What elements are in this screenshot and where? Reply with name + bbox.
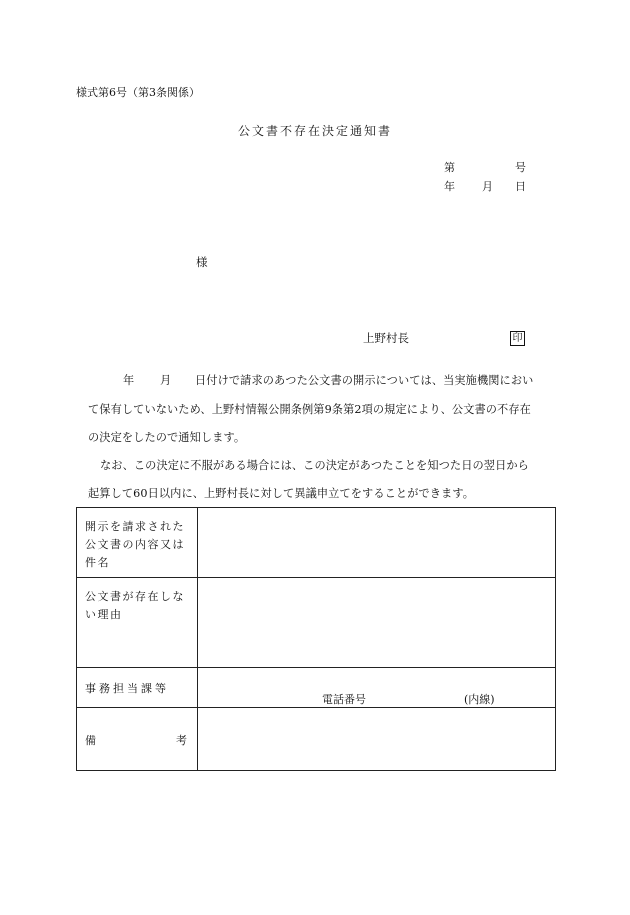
date-month: 月 [482, 180, 493, 193]
document-title: 公文書不存在決定通知書 [237, 124, 392, 138]
remarks-char-2: 考 [176, 734, 187, 747]
table-row [77, 578, 556, 668]
extension-label: (内線) [464, 693, 495, 706]
info-table [76, 507, 556, 771]
table-row [77, 708, 556, 771]
office-in-charge-label [77, 668, 198, 708]
date-year: 年 [444, 180, 455, 193]
body-year: 年 [123, 374, 135, 387]
remarks-value[interactable] [198, 708, 556, 771]
requested-document-value[interactable] [198, 508, 556, 578]
body-line-2: て保有していないため、上野村情報公開条例第9条第2項の規定により、公文書の不存在 [88, 403, 531, 416]
table-row [77, 508, 556, 578]
body-line-5: 起算して60日以内に、上野村長に対して異議申立てをすることができます。 [88, 487, 475, 500]
office-in-charge-text: 事務担当課等 [85, 682, 169, 695]
ref-dai: 第 [444, 161, 455, 174]
date-day: 日 [515, 180, 526, 193]
office-in-charge-value[interactable] [198, 668, 556, 708]
body-line-4: なお、この決定に不服がある場合には、この決定があつたことを知つた日の翌日から [100, 459, 529, 472]
phone-number-label: 電話番号 [322, 693, 366, 706]
form-number: 様式第6号（第3条関係） [76, 86, 200, 99]
remarks-label-spread [85, 732, 191, 750]
body-month: 月 [160, 374, 172, 387]
ref-go: 号 [515, 161, 526, 174]
recipient-honorific: 様 [196, 255, 208, 269]
body-line-3: の決定をしたので通知します。 [88, 431, 246, 444]
remarks-label [77, 708, 198, 771]
seal-mark: 印 [510, 331, 525, 346]
issuer-name: 上野村長 [363, 331, 409, 345]
remarks-char-1: 備 [85, 734, 96, 747]
body-line-1: 日付けで請求のあつた公文書の開示については、当実施機関におい [195, 374, 534, 387]
nonexistence-reason-label: 公文書が存在しない理由 [77, 578, 198, 668]
table-row [77, 668, 556, 708]
requested-document-label: 開示を請求された公文書の内容又は件名 [77, 508, 198, 578]
nonexistence-reason-value[interactable] [198, 578, 556, 668]
